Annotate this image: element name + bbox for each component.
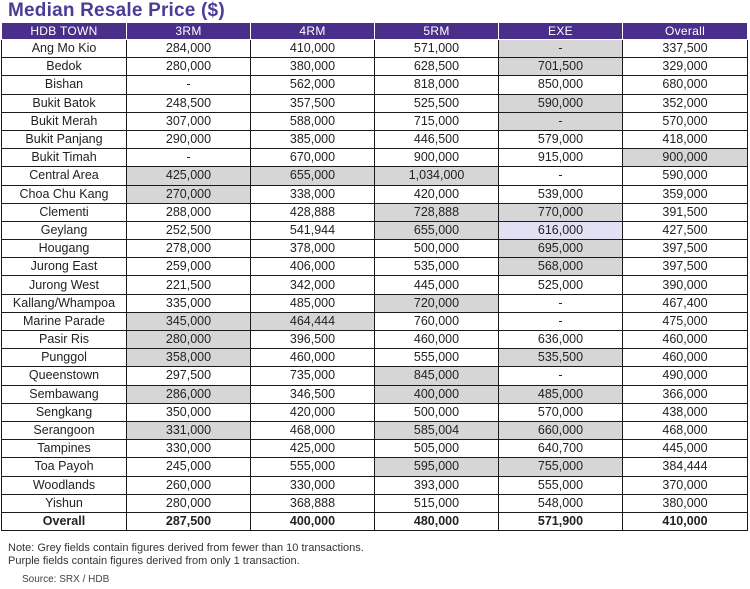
value-cell: 590,000 <box>623 167 748 185</box>
value-cell: 221,500 <box>127 276 251 294</box>
column-header-hdb-town: HDB TOWN <box>2 23 127 40</box>
value-cell: 397,500 <box>623 240 748 258</box>
value-cell: 342,000 <box>251 276 375 294</box>
value-cell: 850,000 <box>499 76 623 94</box>
town-cell: Sengkang <box>2 403 127 421</box>
town-cell: Yishun <box>2 494 127 512</box>
town-cell: Bukit Timah <box>2 149 127 167</box>
table-row <box>2 349 748 367</box>
value-cell: 368,888 <box>251 494 375 512</box>
town-cell: Sembawang <box>2 385 127 403</box>
table-row <box>2 167 748 185</box>
value-cell: 331,000 <box>127 421 251 439</box>
table-row <box>2 494 748 512</box>
value-cell: 425,000 <box>251 440 375 458</box>
value-cell: 555,000 <box>251 458 375 476</box>
value-cell: 500,000 <box>375 403 499 421</box>
value-cell: 384,444 <box>623 458 748 476</box>
town-cell: Choa Chu Kang <box>2 185 127 203</box>
value-cell: 397,500 <box>623 258 748 276</box>
column-header-overall: Overall <box>623 23 748 40</box>
value-cell: 570,000 <box>623 112 748 130</box>
value-cell: 460,000 <box>623 331 748 349</box>
table-row <box>2 240 748 258</box>
value-cell: 428,888 <box>251 203 375 221</box>
table-row <box>2 312 748 330</box>
table-row <box>2 221 748 239</box>
value-cell: 288,000 <box>127 203 251 221</box>
value-cell: 525,000 <box>499 276 623 294</box>
median-resale-price-table <box>1 23 748 531</box>
value-cell: 660,000 <box>499 421 623 439</box>
value-cell: 670,000 <box>251 149 375 167</box>
value-cell: 515,000 <box>375 494 499 512</box>
value-cell: 280,000 <box>127 494 251 512</box>
value-cell: 490,000 <box>623 367 748 385</box>
value-cell: 445,000 <box>623 440 748 458</box>
value-cell: 280,000 <box>127 58 251 76</box>
value-cell: 290,000 <box>127 130 251 148</box>
value-cell: 338,000 <box>251 185 375 203</box>
value-cell: 420,000 <box>251 403 375 421</box>
town-cell: Jurong West <box>2 276 127 294</box>
value-cell: 475,000 <box>623 312 748 330</box>
note-grey: Note: Grey fields contain figures derived from fewer than 10 transactions. <box>8 542 364 554</box>
value-cell: 370,000 <box>623 476 748 494</box>
value-cell: - <box>499 367 623 385</box>
value-cell: 396,500 <box>251 331 375 349</box>
table-row <box>2 112 748 130</box>
value-cell: 259,000 <box>127 258 251 276</box>
value-cell: 385,000 <box>251 130 375 148</box>
table-row <box>2 58 748 76</box>
value-cell: 900,000 <box>623 149 748 167</box>
value-cell: 655,000 <box>251 167 375 185</box>
column-header-3rm: 3RM <box>127 23 251 40</box>
value-cell: 366,000 <box>623 385 748 403</box>
value-cell: 359,000 <box>623 185 748 203</box>
value-cell: 410,000 <box>623 512 748 530</box>
value-cell: 480,000 <box>375 512 499 530</box>
value-cell: 579,000 <box>499 130 623 148</box>
value-cell: 418,000 <box>623 130 748 148</box>
value-cell: 352,000 <box>623 94 748 112</box>
town-cell: Clementi <box>2 203 127 221</box>
value-cell: - <box>499 167 623 185</box>
value-cell: 329,000 <box>623 58 748 76</box>
value-cell: 468,000 <box>251 421 375 439</box>
value-cell: 485,000 <box>251 294 375 312</box>
town-cell: Overall <box>2 512 127 530</box>
value-cell: 735,000 <box>251 367 375 385</box>
table-row <box>2 385 748 403</box>
town-cell: Jurong East <box>2 258 127 276</box>
value-cell: 378,000 <box>251 240 375 258</box>
value-cell: 284,000 <box>127 40 251 58</box>
value-cell: 728,888 <box>375 203 499 221</box>
table-row <box>2 203 748 221</box>
value-cell: 571,000 <box>375 40 499 58</box>
value-cell: 1,034,000 <box>375 167 499 185</box>
table-row <box>2 94 748 112</box>
value-cell: 755,000 <box>499 458 623 476</box>
value-cell: 595,000 <box>375 458 499 476</box>
value-cell: 393,000 <box>375 476 499 494</box>
value-cell: 260,000 <box>127 476 251 494</box>
table-row <box>2 331 748 349</box>
value-cell: 541,944 <box>251 221 375 239</box>
value-cell: 446,500 <box>375 130 499 148</box>
table-row <box>2 440 748 458</box>
value-cell: 330,000 <box>251 476 375 494</box>
table-row <box>2 403 748 421</box>
value-cell: 390,000 <box>623 276 748 294</box>
table-row <box>2 367 748 385</box>
table-row <box>2 458 748 476</box>
value-cell: 680,000 <box>623 76 748 94</box>
value-cell: 548,000 <box>499 494 623 512</box>
value-cell: 590,000 <box>499 94 623 112</box>
table-title: Median Resale Price ($) <box>8 0 225 21</box>
value-cell: 330,000 <box>127 440 251 458</box>
value-cell: 438,000 <box>623 403 748 421</box>
value-cell: 278,000 <box>127 240 251 258</box>
value-cell: 845,000 <box>375 367 499 385</box>
table-row <box>2 185 748 203</box>
town-cell: Tampines <box>2 440 127 458</box>
town-cell: Bishan <box>2 76 127 94</box>
value-cell: 335,000 <box>127 294 251 312</box>
overall-row <box>2 512 748 530</box>
value-cell: 297,500 <box>127 367 251 385</box>
town-cell: Bedok <box>2 58 127 76</box>
value-cell: 425,000 <box>127 167 251 185</box>
note-purple: Purple fields contain figures derived from only 1 transaction. <box>8 555 300 567</box>
value-cell: 555,000 <box>499 476 623 494</box>
value-cell: 287,500 <box>127 512 251 530</box>
value-cell: 571,900 <box>499 512 623 530</box>
value-cell: 485,000 <box>499 385 623 403</box>
value-cell: 585,004 <box>375 421 499 439</box>
value-cell: 701,500 <box>499 58 623 76</box>
town-cell: Punggol <box>2 349 127 367</box>
value-cell: 900,000 <box>375 149 499 167</box>
value-cell: - <box>127 149 251 167</box>
value-cell: 655,000 <box>375 221 499 239</box>
town-cell: Bukit Merah <box>2 112 127 130</box>
town-cell: Central Area <box>2 167 127 185</box>
value-cell: 915,000 <box>499 149 623 167</box>
value-cell: 245,000 <box>127 458 251 476</box>
value-cell: 248,500 <box>127 94 251 112</box>
town-cell: Ang Mo Kio <box>2 40 127 58</box>
value-cell: 636,000 <box>499 331 623 349</box>
value-cell: 420,000 <box>375 185 499 203</box>
value-cell: - <box>499 40 623 58</box>
town-cell: Pasir Ris <box>2 331 127 349</box>
value-cell: - <box>499 294 623 312</box>
value-cell: 760,000 <box>375 312 499 330</box>
table-row <box>2 421 748 439</box>
table-row <box>2 40 748 58</box>
table-row <box>2 76 748 94</box>
value-cell: 628,500 <box>375 58 499 76</box>
table-row <box>2 130 748 148</box>
value-cell: 400,000 <box>251 512 375 530</box>
table-row <box>2 258 748 276</box>
table-row <box>2 149 748 167</box>
value-cell: 535,000 <box>375 258 499 276</box>
table-row <box>2 476 748 494</box>
value-cell: 345,000 <box>127 312 251 330</box>
value-cell: 357,500 <box>251 94 375 112</box>
value-cell: 818,000 <box>375 76 499 94</box>
value-cell: 467,400 <box>623 294 748 312</box>
value-cell: 568,000 <box>499 258 623 276</box>
town-cell: Hougang <box>2 240 127 258</box>
town-cell: Toa Payoh <box>2 458 127 476</box>
value-cell: 252,500 <box>127 221 251 239</box>
value-cell: 391,500 <box>623 203 748 221</box>
table-row <box>2 276 748 294</box>
value-cell: 350,000 <box>127 403 251 421</box>
value-cell: 539,000 <box>499 185 623 203</box>
value-cell: 460,000 <box>623 349 748 367</box>
value-cell: 562,000 <box>251 76 375 94</box>
value-cell: - <box>499 112 623 130</box>
value-cell: - <box>499 312 623 330</box>
value-cell: 307,000 <box>127 112 251 130</box>
column-header-exe: EXE <box>499 23 623 40</box>
value-cell: 770,000 <box>499 203 623 221</box>
value-cell: 427,500 <box>623 221 748 239</box>
value-cell: 588,000 <box>251 112 375 130</box>
value-cell: 464,444 <box>251 312 375 330</box>
value-cell: 380,000 <box>623 494 748 512</box>
value-cell: 400,000 <box>375 385 499 403</box>
value-cell: 500,000 <box>375 240 499 258</box>
header-row <box>2 23 748 40</box>
value-cell: 715,000 <box>375 112 499 130</box>
value-cell: 555,000 <box>375 349 499 367</box>
value-cell: 346,500 <box>251 385 375 403</box>
value-cell: 525,500 <box>375 94 499 112</box>
source-credit: Source: SRX / HDB <box>22 574 110 585</box>
town-cell: Serangoon <box>2 421 127 439</box>
town-cell: Marine Parade <box>2 312 127 330</box>
value-cell: 337,500 <box>623 40 748 58</box>
table-row <box>2 294 748 312</box>
town-cell: Woodlands <box>2 476 127 494</box>
value-cell: 286,000 <box>127 385 251 403</box>
value-cell: 445,000 <box>375 276 499 294</box>
column-header-5rm: 5RM <box>375 23 499 40</box>
value-cell: 406,000 <box>251 258 375 276</box>
value-cell: 270,000 <box>127 185 251 203</box>
value-cell: 280,000 <box>127 331 251 349</box>
column-header-4rm: 4RM <box>251 23 375 40</box>
value-cell: 616,000 <box>499 221 623 239</box>
table-body <box>2 40 748 531</box>
value-cell: - <box>127 76 251 94</box>
value-cell: 695,000 <box>499 240 623 258</box>
town-cell: Bukit Panjang <box>2 130 127 148</box>
value-cell: 380,000 <box>251 58 375 76</box>
value-cell: 720,000 <box>375 294 499 312</box>
value-cell: 570,000 <box>499 403 623 421</box>
town-cell: Geylang <box>2 221 127 239</box>
value-cell: 460,000 <box>375 331 499 349</box>
value-cell: 460,000 <box>251 349 375 367</box>
town-cell: Bukit Batok <box>2 94 127 112</box>
value-cell: 468,000 <box>623 421 748 439</box>
town-cell: Kallang/Whampoa <box>2 294 127 312</box>
value-cell: 358,000 <box>127 349 251 367</box>
value-cell: 535,500 <box>499 349 623 367</box>
value-cell: 640,700 <box>499 440 623 458</box>
town-cell: Queenstown <box>2 367 127 385</box>
value-cell: 410,000 <box>251 40 375 58</box>
value-cell: 505,000 <box>375 440 499 458</box>
